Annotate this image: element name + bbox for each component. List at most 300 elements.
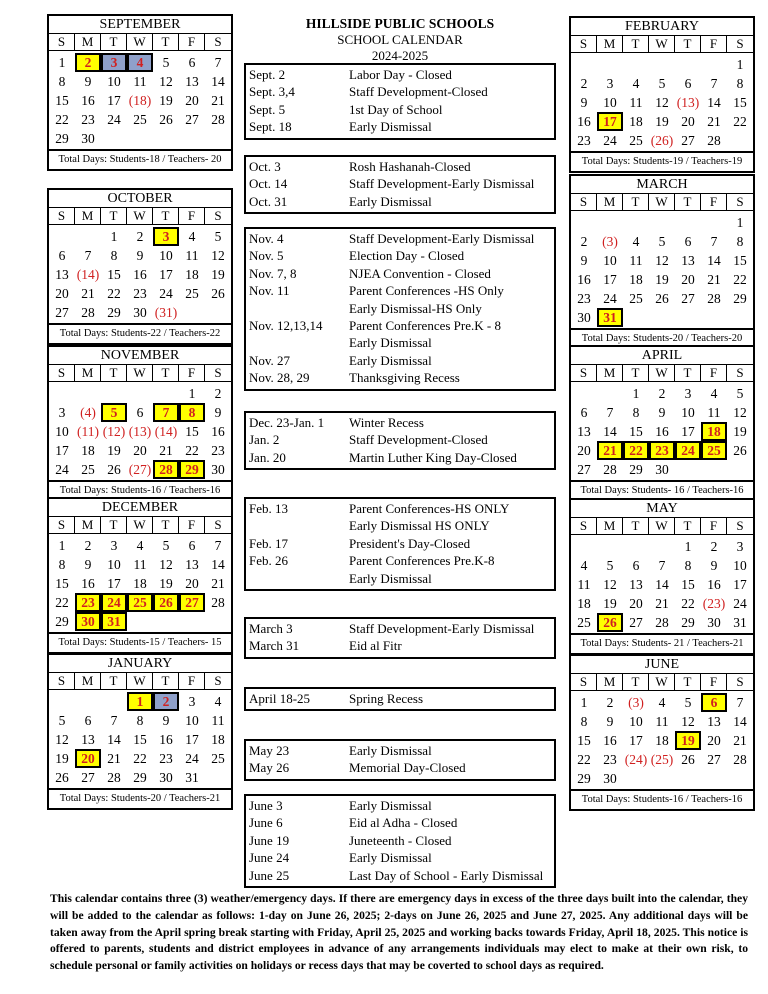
calendar-day-red: (4) [80, 405, 96, 420]
month-title: JUNE [571, 656, 753, 674]
calendar-subtitle: SCHOOL CALENDAR [337, 32, 463, 47]
event-date: Dec. 23-Jan. 1 [249, 415, 325, 430]
calendar-day-red: (14) [76, 267, 100, 282]
event-description: Election Day - Closed [349, 248, 465, 264]
calendar-day: 8 [684, 558, 692, 573]
calendar-day: 21 [159, 443, 173, 458]
calendar-day: 2 [84, 538, 92, 553]
calendar-day-red: (31) [154, 305, 178, 320]
day-header: S [736, 365, 744, 380]
event-date: June 25 [249, 867, 290, 883]
event-row [246, 300, 554, 317]
calendar-day: 28 [707, 133, 721, 148]
calendar-day [49, 384, 75, 403]
calendar-day: 20 [681, 272, 695, 287]
event-description: Early Dismissal [349, 850, 432, 866]
calendar-day [727, 460, 753, 479]
calendar-day: 8 [136, 713, 144, 728]
calendar-day: 6 [632, 558, 640, 573]
event-date: June 24 [249, 850, 290, 866]
event-row [246, 742, 554, 759]
calendar-day: 3 [188, 694, 196, 709]
calendar-day: 22 [133, 751, 147, 766]
calendar-day: 17 [55, 443, 69, 458]
calendar-day: 6 [188, 538, 196, 553]
events-box-april [244, 687, 556, 711]
day-header: W [127, 673, 153, 689]
calendar-day: 23 [81, 112, 95, 127]
calendar-day-highlight-yellow: 26 [597, 613, 623, 632]
calendar-day-highlight-yellow: 6 [701, 693, 727, 712]
calendar-day: 18 [629, 114, 643, 129]
day-header: T [101, 673, 127, 689]
calendar-day: 23 [159, 751, 173, 766]
calendar-day: 19 [603, 596, 617, 611]
day-header-row [571, 365, 753, 382]
calendar-day: 15 [577, 733, 591, 748]
event-row [246, 867, 554, 884]
event-description: Staff Development-Closed [349, 432, 488, 448]
calendar-day: 8 [736, 234, 744, 249]
event-description: Thanksgiving Recess [349, 370, 460, 386]
event-description: Eid al Fitr [349, 638, 402, 654]
calendar-day: 4 [710, 386, 718, 401]
calendar-day: 13 [185, 74, 199, 89]
calendar-day: 11 [629, 95, 643, 110]
calendar-day: 10 [159, 248, 173, 263]
calendar-day [623, 769, 649, 788]
calendar-day: 12 [681, 714, 695, 729]
calendar-day [179, 303, 205, 322]
calendar-day [205, 612, 231, 631]
calendar-day: 7 [84, 248, 92, 263]
day-header: T [153, 517, 179, 533]
calendar-day: 24 [603, 133, 617, 148]
event-description: 1st Day of School [349, 101, 443, 117]
calendar-day: 26 [211, 286, 225, 301]
event-date: Feb. 13 [249, 501, 288, 516]
event-description: Winter Recess [349, 415, 424, 430]
event-description: Early Dismissal HS ONLY [349, 518, 490, 534]
day-header: M [597, 674, 623, 690]
calendar-day [623, 213, 649, 232]
calendar-day: 9 [710, 558, 718, 573]
calendar-day [649, 769, 675, 788]
calendar-day: 11 [707, 405, 721, 420]
calendar-day-red: (23) [702, 596, 726, 611]
calendar-day: 5 [214, 229, 222, 244]
calendar-day: 27 [681, 133, 695, 148]
calendar-day: 17 [629, 733, 643, 748]
calendar-day: 14 [211, 557, 225, 572]
date-grid [571, 211, 753, 328]
calendar-day: 25 [81, 462, 95, 477]
calendar-day: 15 [107, 267, 121, 282]
calendar-day-highlight-yellow: 24 [675, 441, 701, 460]
event-row [246, 759, 554, 776]
event-row [246, 517, 554, 534]
calendar-day: 14 [733, 714, 747, 729]
calendar-day: 17 [733, 577, 747, 592]
total-days: Total Days: Students- 21 / Teachers-21 [571, 633, 753, 653]
day-header: T [101, 365, 127, 381]
event-date [246, 517, 349, 534]
calendar-day: 18 [577, 596, 591, 611]
calendar-day: 5 [162, 55, 170, 70]
calendar-day: 3 [736, 539, 744, 554]
calendar-day: 21 [655, 596, 669, 611]
calendar-day [571, 213, 597, 232]
calendar-day: 22 [733, 272, 747, 287]
calendar-day: 9 [214, 405, 222, 420]
day-header: S [571, 36, 597, 52]
calendar-day: 22 [55, 112, 69, 127]
calendar-day: 27 [55, 305, 69, 320]
calendar-day [597, 384, 623, 403]
calendar-day: 9 [162, 713, 170, 728]
calendar-day: 1 [58, 55, 66, 70]
calendar-day [649, 537, 675, 556]
calendar-day: 13 [577, 424, 591, 439]
day-header: M [75, 34, 101, 50]
day-header: M [597, 36, 623, 52]
date-grid [49, 382, 231, 480]
day-header: S [49, 673, 75, 689]
calendar-day: 6 [188, 55, 196, 70]
total-days: Total Days: Students-22 / Teachers-22 [49, 323, 231, 343]
day-header: T [623, 365, 649, 381]
calendar-november [47, 345, 233, 502]
day-header: S [571, 194, 597, 210]
event-row [246, 414, 554, 431]
total-days: Total Days: Students-16 / Teachers-16 [49, 480, 231, 500]
event-description: Early Dismissal [349, 335, 432, 351]
calendar-day: 5 [684, 695, 692, 710]
calendar-day: 4 [632, 234, 640, 249]
calendar-day: 27 [577, 462, 591, 477]
event-description: Early Dismissal [349, 798, 432, 813]
day-header: S [214, 34, 222, 49]
event-row [246, 570, 554, 587]
calendar-day [571, 537, 597, 556]
calendar-day [701, 769, 727, 788]
calendar-day [727, 308, 753, 327]
day-header: W [127, 208, 153, 224]
month-title: MARCH [571, 176, 753, 194]
event-date: June 19 [249, 832, 290, 848]
calendar-day: 27 [81, 770, 95, 785]
calendar-day: 8 [580, 714, 588, 729]
calendar-day-red: (13) [676, 95, 700, 110]
calendar-day [701, 213, 727, 232]
calendar-day [205, 129, 231, 148]
month-title: FEBRUARY [571, 18, 753, 36]
event-row [246, 500, 554, 517]
calendar-day-red: (24) [624, 752, 648, 767]
calendar-day-red: (27) [128, 462, 152, 477]
calendar-day: 15 [133, 732, 147, 747]
calendar-day: 16 [707, 577, 721, 592]
calendar-day: 26 [655, 291, 669, 306]
calendar-day: 5 [162, 538, 170, 553]
calendar-day-red: (18) [128, 93, 152, 108]
calendar-day [179, 612, 205, 631]
event-row [246, 832, 554, 849]
calendar-day: 20 [629, 596, 643, 611]
day-header: S [571, 674, 597, 690]
event-description: Early Dismissal-HS Only [349, 300, 482, 316]
event-date: April 18-25 [249, 691, 311, 706]
calendar-day: 6 [684, 234, 692, 249]
event-row [246, 535, 554, 552]
calendar-day: 21 [107, 751, 121, 766]
event-description: Parent Conferences Pre.K - 8 [349, 318, 501, 334]
calendar-day: 7 [736, 695, 744, 710]
calendar-day: 10 [107, 557, 121, 572]
calendar-day: 14 [655, 577, 669, 592]
day-header: F [179, 34, 205, 50]
calendar-day-highlight-yellow: 21 [597, 441, 623, 460]
calendar-day: 23 [577, 291, 591, 306]
calendar-day: 30 [707, 615, 721, 630]
day-header: T [153, 34, 179, 50]
calendar-day: 7 [110, 713, 118, 728]
calendar-day [571, 55, 597, 74]
month-title: DECEMBER [49, 499, 231, 517]
day-header: F [179, 365, 205, 381]
calendar-day: 22 [185, 443, 199, 458]
calendar-day-red: (13) [128, 424, 152, 439]
day-header: W [127, 517, 153, 533]
calendar-day: 3 [684, 386, 692, 401]
day-header: S [49, 517, 75, 533]
day-header: S [214, 365, 222, 380]
calendar-day: 2 [136, 229, 144, 244]
total-days: Total Days: Students- 16 / Teachers-16 [571, 480, 753, 500]
calendar-day: 11 [655, 714, 669, 729]
event-date: Sept. 2 [249, 67, 286, 82]
calendar-day: 17 [681, 424, 695, 439]
calendar-day: 9 [658, 405, 666, 420]
day-header: F [179, 517, 205, 533]
event-description: Early Dismissal [349, 570, 432, 586]
calendar-day: 22 [55, 595, 69, 610]
calendar-day: 15 [185, 424, 199, 439]
calendar-day: 17 [107, 93, 121, 108]
calendar-day: 18 [133, 576, 147, 591]
calendar-day: 5 [658, 76, 666, 91]
calendar-day: 21 [211, 576, 225, 591]
day-header: S [736, 36, 744, 51]
calendar-june [569, 654, 755, 811]
event-description: Spring Recess [349, 691, 424, 706]
calendar-day [75, 227, 101, 246]
calendar-day: 8 [110, 248, 118, 263]
event-row [246, 282, 554, 299]
event-description: Juneteenth - Closed [349, 832, 452, 848]
event-row [246, 334, 554, 351]
day-header-row [49, 34, 231, 51]
event-description: Early Dismissal [349, 119, 432, 135]
calendar-day [101, 129, 127, 148]
calendar-day: 2 [710, 539, 718, 554]
calendar-day [101, 692, 127, 711]
calendar-day: 25 [577, 615, 591, 630]
event-date: June 3 [249, 798, 283, 813]
event-description: Early Dismissal [349, 743, 432, 758]
day-header: W [649, 518, 675, 534]
calendar-day: 30 [603, 771, 617, 786]
calendar-day: 23 [211, 443, 225, 458]
calendar-day-highlight-yellow: 29 [179, 460, 205, 479]
calendar-day: 13 [681, 253, 695, 268]
event-date: May 23 [249, 743, 290, 758]
calendar-day: 30 [81, 131, 95, 146]
event-date: Nov. 28, 29 [249, 370, 310, 386]
day-header: M [75, 208, 101, 224]
day-header: S [49, 365, 75, 381]
calendar-day: 2 [580, 76, 588, 91]
calendar-day: 30 [577, 310, 591, 325]
calendar-day-red: (25) [650, 752, 674, 767]
calendar-day [649, 213, 675, 232]
event-row [246, 158, 554, 175]
day-header: T [623, 194, 649, 210]
event-row [246, 230, 554, 247]
calendar-day: 27 [707, 752, 721, 767]
calendar-day-highlight-yellow: 27 [179, 593, 205, 612]
calendar-day [701, 55, 727, 74]
calendar-day: 10 [107, 74, 121, 89]
calendar-day: 20 [55, 286, 69, 301]
calendar-day: 7 [214, 538, 222, 553]
calendar-day: 26 [55, 770, 69, 785]
calendar-day: 15 [629, 424, 643, 439]
calendar-day: 3 [110, 538, 118, 553]
event-date: Nov. 27 [249, 352, 291, 368]
calendar-day-highlight-yellow: 3 [153, 227, 179, 246]
calendar-day: 9 [84, 74, 92, 89]
event-row [246, 83, 554, 100]
day-header: T [623, 518, 649, 534]
calendar-day: 12 [655, 95, 669, 110]
day-header: M [597, 518, 623, 534]
calendar-day: 17 [159, 267, 173, 282]
event-date [246, 334, 349, 351]
day-header: S [214, 208, 222, 223]
event-row [246, 193, 554, 210]
calendar-day: 21 [733, 733, 747, 748]
calendar-day-highlight-yellow: 22 [623, 441, 649, 460]
calendar-day [75, 692, 101, 711]
calendar-day: 27 [185, 112, 199, 127]
calendar-day: 12 [603, 577, 617, 592]
calendar-day: 18 [211, 732, 225, 747]
calendar-day: 29 [55, 614, 69, 629]
day-header: S [736, 674, 744, 689]
school-name: HILLSIDE PUBLIC SCHOOLS [305, 16, 495, 31]
event-description: Parent Conferences-HS ONLY [349, 501, 510, 516]
calendar-day: 28 [707, 291, 721, 306]
calendar-day-highlight-yellow: 8 [179, 403, 205, 422]
calendar-day-highlight-yellow: 24 [101, 593, 127, 612]
events-box-october [244, 155, 556, 214]
calendar-day-highlight-yellow: 25 [701, 441, 727, 460]
total-days: Total Days: Students-18 / Teachers- 20 [49, 149, 231, 169]
calendar-day: 30 [655, 462, 669, 477]
calendar-day: 21 [211, 93, 225, 108]
event-row [246, 66, 554, 83]
calendar-day: 10 [681, 405, 695, 420]
calendar-day-red: (11) [77, 424, 99, 439]
events-box-may [244, 739, 556, 781]
calendar-day: 15 [55, 576, 69, 591]
total-days: Total Days: Students-19 / Teachers-19 [571, 151, 753, 171]
event-row [246, 369, 554, 386]
calendar-day: 20 [577, 443, 591, 458]
event-row [246, 247, 554, 264]
calendar-day [49, 227, 75, 246]
calendar-day: 5 [736, 386, 744, 401]
calendar-day: 19 [733, 424, 747, 439]
day-header: W [649, 194, 675, 210]
calendar-day: 9 [580, 253, 588, 268]
calendar-day: 28 [655, 615, 669, 630]
calendar-day: 1 [580, 695, 588, 710]
month-title: MAY [571, 500, 753, 518]
calendar-day [597, 213, 623, 232]
calendar-day: 23 [577, 133, 591, 148]
event-date: Oct. 31 [249, 193, 288, 209]
calendar-day [623, 55, 649, 74]
day-header: M [75, 365, 101, 381]
calendar-day: 17 [603, 272, 617, 287]
calendar-day: 3 [58, 405, 66, 420]
calendar-day: 26 [107, 462, 121, 477]
calendar-day: 8 [736, 76, 744, 91]
event-description: Early Dismissal [349, 352, 432, 368]
calendar-day: 11 [133, 74, 147, 89]
day-header: T [623, 36, 649, 52]
calendar-day: 29 [733, 291, 747, 306]
day-header: T [675, 365, 701, 381]
calendar-day: 29 [107, 305, 121, 320]
calendar-day: 4 [188, 229, 196, 244]
day-header: M [75, 517, 101, 533]
day-header: T [623, 674, 649, 690]
event-row [246, 101, 554, 118]
day-header: S [49, 208, 75, 224]
calendar-day-highlight-yellow: 31 [101, 612, 127, 631]
event-row [246, 265, 554, 282]
calendar-day: 6 [136, 405, 144, 420]
calendar-day: 30 [133, 305, 147, 320]
event-row [246, 352, 554, 369]
day-header: T [675, 674, 701, 690]
calendar-day: 20 [707, 733, 721, 748]
calendar-day-highlight-yellow: 17 [597, 112, 623, 131]
day-header: T [153, 365, 179, 381]
calendar-day: 28 [211, 112, 225, 127]
calendar-day [623, 537, 649, 556]
calendar-day [649, 55, 675, 74]
calendar-day-red: (3) [628, 695, 644, 710]
day-header: T [675, 194, 701, 210]
calendar-day: 19 [107, 443, 121, 458]
calendar-day: 1 [188, 386, 196, 401]
event-row [246, 690, 554, 707]
calendar-day: 2 [658, 386, 666, 401]
